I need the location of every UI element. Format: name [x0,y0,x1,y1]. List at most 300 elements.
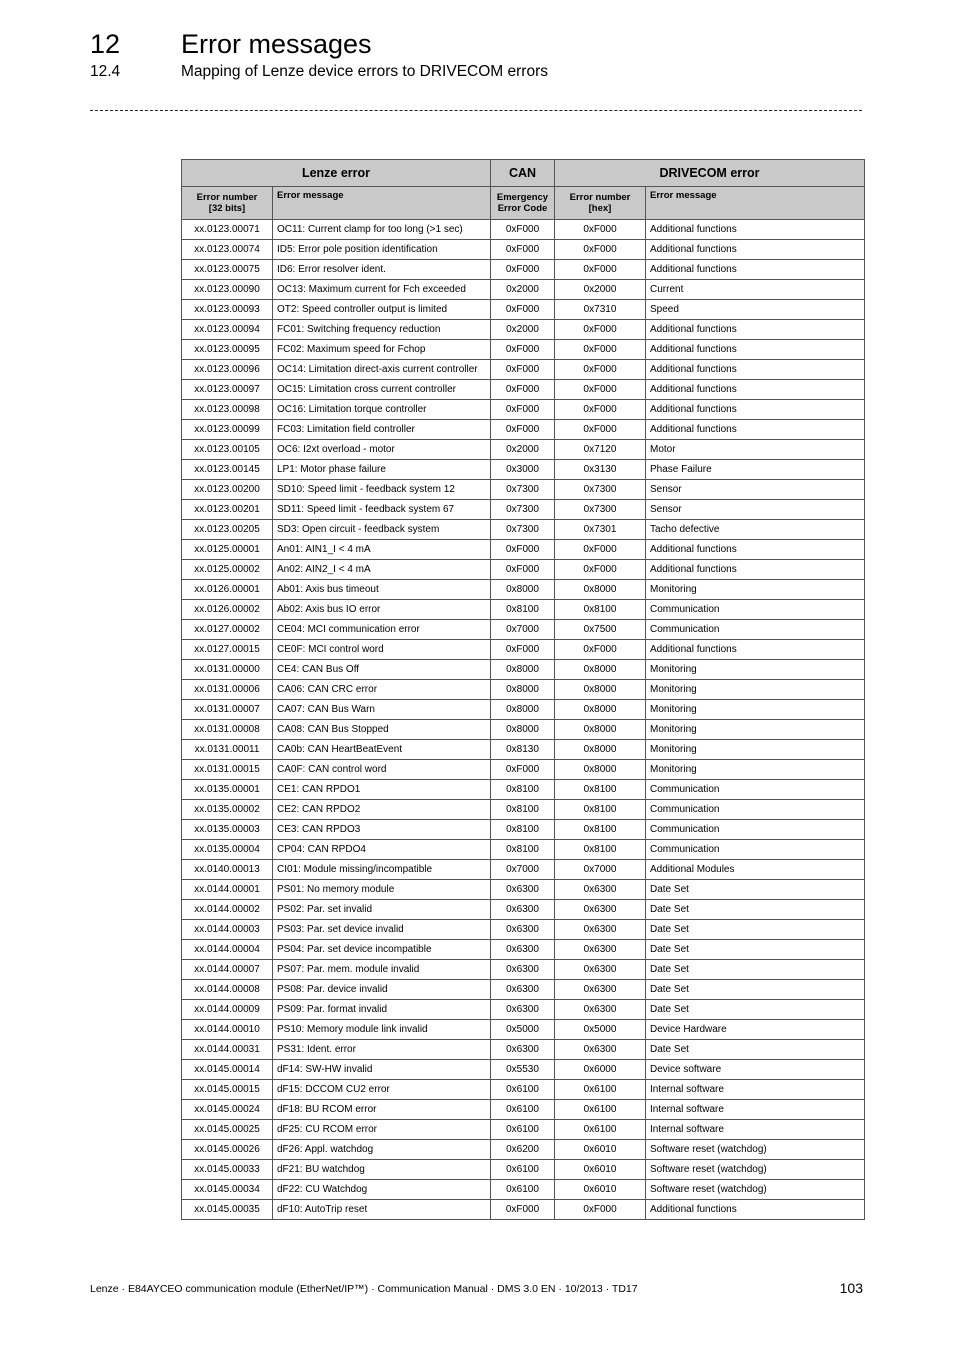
cell-emergency-error-code: 0x8000 [491,660,555,680]
cell-lenze-error-number: xx.0144.00009 [182,1000,273,1020]
cell-drivecom-error-message: Additional functions [646,560,865,580]
table-row [182,1000,865,1020]
cell-lenze-error-message: CE1: CAN RPDO1 [273,780,491,800]
cell-drivecom-error-message: Motor [646,440,865,460]
cell-drivecom-error-number: 0x3130 [555,460,646,480]
cell-emergency-error-code: 0xF000 [491,240,555,260]
table-row [182,360,865,380]
cell-emergency-error-code: 0x6300 [491,1040,555,1060]
cell-emergency-error-code: 0x6100 [491,1080,555,1100]
cell-emergency-error-code: 0xF000 [491,380,555,400]
table-row [182,780,865,800]
cell-drivecom-error-message: Monitoring [646,700,865,720]
cell-emergency-error-code: 0xF000 [491,560,555,580]
cell-lenze-error-message: CA0b: CAN HeartBeatEvent [273,740,491,760]
cell-lenze-error-number: xx.0127.00015 [182,640,273,660]
cell-emergency-error-code: 0x7000 [491,620,555,640]
table-row [182,660,865,680]
cell-drivecom-error-message: Monitoring [646,660,865,680]
col-header-drivecom-error-number: Error number [hex] [555,187,646,220]
cell-emergency-error-code: 0x8130 [491,740,555,760]
cell-lenze-error-number: xx.0123.00075 [182,260,273,280]
cell-drivecom-error-number: 0xF000 [555,360,646,380]
cell-lenze-error-number: xx.0135.00003 [182,820,273,840]
cell-emergency-error-code: 0x7300 [491,480,555,500]
table-row [182,920,865,940]
cell-drivecom-error-message: Additional functions [646,240,865,260]
cell-lenze-error-number: xx.0135.00004 [182,840,273,860]
cell-lenze-error-message: ID5: Error pole position identification [273,240,491,260]
table-row [182,240,865,260]
table-row [182,580,865,600]
cell-drivecom-error-number: 0x6300 [555,960,646,980]
cell-drivecom-error-number: 0x8000 [555,660,646,680]
table-row [182,820,865,840]
cell-drivecom-error-number: 0xF000 [555,540,646,560]
cell-lenze-error-number: xx.0123.00105 [182,440,273,460]
cell-drivecom-error-message: Communication [646,800,865,820]
cell-lenze-error-number: xx.0123.00095 [182,340,273,360]
cell-emergency-error-code: 0x6100 [491,1180,555,1200]
table-row [182,840,865,860]
cell-drivecom-error-number: 0x7300 [555,480,646,500]
cell-lenze-error-message: PS07: Par. mem. module invalid [273,960,491,980]
cell-drivecom-error-number: 0x8000 [555,580,646,600]
cell-lenze-error-message: Ab01: Axis bus timeout [273,580,491,600]
cell-emergency-error-code: 0x8000 [491,700,555,720]
cell-lenze-error-number: xx.0123.00096 [182,360,273,380]
table-row [182,500,865,520]
cell-emergency-error-code: 0xF000 [491,340,555,360]
cell-emergency-error-code: 0x7300 [491,500,555,520]
cell-drivecom-error-message: Device Hardware [646,1020,865,1040]
cell-drivecom-error-number: 0xF000 [555,1200,646,1220]
table-row [182,560,865,580]
cell-lenze-error-number: xx.0123.00093 [182,300,273,320]
cell-drivecom-error-number: 0x6300 [555,980,646,1000]
cell-drivecom-error-message: Device software [646,1060,865,1080]
cell-lenze-error-number: xx.0131.00015 [182,760,273,780]
table-row [182,1040,865,1060]
table-row [182,680,865,700]
cell-lenze-error-message: PS09: Par. format invalid [273,1000,491,1020]
table-row [182,280,865,300]
cell-drivecom-error-number: 0xF000 [555,220,646,240]
table-row [182,520,865,540]
cell-drivecom-error-message: Additional functions [646,420,865,440]
cell-lenze-error-message: dF15: DCCOM CU2 error [273,1080,491,1100]
cell-lenze-error-number: xx.0123.00201 [182,500,273,520]
cell-drivecom-error-message: Additional Modules [646,860,865,880]
table-row [182,260,865,280]
cell-drivecom-error-message: Date Set [646,980,865,1000]
table-row [182,760,865,780]
table-row [182,320,865,340]
cell-drivecom-error-number: 0x6300 [555,920,646,940]
cell-lenze-error-number: xx.0144.00010 [182,1020,273,1040]
cell-emergency-error-code: 0x7300 [491,520,555,540]
cell-lenze-error-number: xx.0123.00090 [182,280,273,300]
cell-lenze-error-message: OC16: Limitation torque controller [273,400,491,420]
table-row [182,400,865,420]
col-header-text: Error number [32 bits] [196,192,258,214]
cell-drivecom-error-number: 0x6100 [555,1120,646,1140]
table-row [182,620,865,640]
cell-drivecom-error-number: 0x6100 [555,1100,646,1120]
cell-lenze-error-number: xx.0126.00002 [182,600,273,620]
cell-drivecom-error-message: Additional functions [646,220,865,240]
table-row [182,1160,865,1180]
cell-emergency-error-code: 0x8100 [491,800,555,820]
cell-emergency-error-code: 0xF000 [491,400,555,420]
cell-lenze-error-message: dF14: SW-HW invalid [273,1060,491,1080]
table-row [182,900,865,920]
cell-emergency-error-code: 0x8100 [491,840,555,860]
cell-lenze-error-number: xx.0144.00008 [182,980,273,1000]
cell-lenze-error-message: An02: AIN2_I < 4 mA [273,560,491,580]
cell-lenze-error-message: ID6: Error resolver ident. [273,260,491,280]
table-row [182,380,865,400]
cell-lenze-error-number: xx.0144.00007 [182,960,273,980]
cell-drivecom-error-message: Additional functions [646,320,865,340]
cell-lenze-error-number: xx.0123.00097 [182,380,273,400]
table-row [182,640,865,660]
cell-lenze-error-message: OC13: Maximum current for Fch exceeded [273,280,491,300]
cell-emergency-error-code: 0x8100 [491,820,555,840]
cell-drivecom-error-number: 0x5000 [555,1020,646,1040]
table-row [182,1120,865,1140]
cell-lenze-error-message: OT2: Speed controller output is limited [273,300,491,320]
cell-emergency-error-code: 0xF000 [491,300,555,320]
cell-lenze-error-message: PS02: Par. set invalid [273,900,491,920]
cell-drivecom-error-number: 0xF000 [555,640,646,660]
cell-lenze-error-message: dF10: AutoTrip reset [273,1200,491,1220]
cell-drivecom-error-number: 0x6010 [555,1180,646,1200]
cell-drivecom-error-message: Sensor [646,500,865,520]
cell-drivecom-error-message: Date Set [646,1040,865,1060]
cell-emergency-error-code: 0x5000 [491,1020,555,1040]
cell-emergency-error-code: 0xF000 [491,420,555,440]
table-row [182,1020,865,1040]
cell-drivecom-error-message: Date Set [646,920,865,940]
table-row [182,940,865,960]
table-row [182,480,865,500]
cell-emergency-error-code: 0x8100 [491,600,555,620]
cell-drivecom-error-number: 0x7500 [555,620,646,640]
cell-emergency-error-code: 0xF000 [491,220,555,240]
cell-lenze-error-message: CE0F: MCI control word [273,640,491,660]
cell-drivecom-error-message: Tacho defective [646,520,865,540]
cell-drivecom-error-message: Phase Failure [646,460,865,480]
cell-drivecom-error-number: 0x6300 [555,1040,646,1060]
cell-lenze-error-message: PS01: No memory module [273,880,491,900]
table-row [182,800,865,820]
table-row [182,300,865,320]
cell-drivecom-error-number: 0x6300 [555,940,646,960]
col-header-lenze-error-message: Error message [273,187,491,220]
cell-lenze-error-message: CP04: CAN RPDO4 [273,840,491,860]
cell-lenze-error-message: OC6: I2xt overload - motor [273,440,491,460]
cell-drivecom-error-message: Monitoring [646,580,865,600]
col-header-emergency-error-code: Emergency Error Code [491,187,555,220]
cell-drivecom-error-number: 0x6300 [555,1000,646,1020]
cell-drivecom-error-number: 0xF000 [555,560,646,580]
cell-drivecom-error-message: Communication [646,780,865,800]
cell-drivecom-error-number: 0x8000 [555,740,646,760]
table-row [182,1180,865,1200]
cell-lenze-error-message: An01: AIN1_I < 4 mA [273,540,491,560]
table-row [182,1200,865,1220]
cell-drivecom-error-message: Date Set [646,880,865,900]
cell-drivecom-error-message: Date Set [646,900,865,920]
cell-lenze-error-message: SD3: Open circuit - feedback system [273,520,491,540]
group-header-can: CAN [491,160,555,187]
cell-drivecom-error-message: Software reset (watchdog) [646,1140,865,1160]
cell-lenze-error-number: xx.0145.00014 [182,1060,273,1080]
cell-drivecom-error-message: Sensor [646,480,865,500]
cell-drivecom-error-number: 0x7000 [555,860,646,880]
cell-drivecom-error-number: 0xF000 [555,400,646,420]
cell-lenze-error-message: CE2: CAN RPDO2 [273,800,491,820]
cell-drivecom-error-message: Date Set [646,1000,865,1020]
cell-lenze-error-message: OC11: Current clamp for too long (>1 sec) [273,220,491,240]
cell-drivecom-error-number: 0x6300 [555,900,646,920]
cell-drivecom-error-message: Monitoring [646,680,865,700]
cell-lenze-error-message: CA0F: CAN control word [273,760,491,780]
table-body [182,220,865,1220]
table-row [182,880,865,900]
cell-drivecom-error-message: Additional functions [646,380,865,400]
cell-lenze-error-number: xx.0131.00007 [182,700,273,720]
cell-emergency-error-code: 0x6100 [491,1100,555,1120]
cell-lenze-error-number: xx.0144.00004 [182,940,273,960]
cell-drivecom-error-message: Current [646,280,865,300]
cell-emergency-error-code: 0x8000 [491,680,555,700]
cell-lenze-error-message: Ab02: Axis bus IO error [273,600,491,620]
cell-emergency-error-code: 0x7000 [491,860,555,880]
cell-lenze-error-number: xx.0125.00002 [182,560,273,580]
cell-drivecom-error-message: Software reset (watchdog) [646,1180,865,1200]
cell-lenze-error-number: xx.0123.00099 [182,420,273,440]
cell-drivecom-error-number: 0x8100 [555,780,646,800]
cell-drivecom-error-number: 0x6300 [555,880,646,900]
cell-drivecom-error-message: Monitoring [646,720,865,740]
cell-drivecom-error-number: 0x7120 [555,440,646,460]
cell-drivecom-error-number: 0x8000 [555,680,646,700]
table-row [182,860,865,880]
cell-lenze-error-number: xx.0145.00015 [182,1080,273,1100]
cell-drivecom-error-message: Communication [646,620,865,640]
cell-lenze-error-message: PS03: Par. set device invalid [273,920,491,940]
footer-text: Lenze · E84AYCEO communication module (EtherNet/IP™) · Communication Manual · DMS 3.0 EN · 10/2013 · TD17 [90,1283,638,1295]
cell-emergency-error-code: 0x2000 [491,440,555,460]
cell-emergency-error-code: 0x8100 [491,780,555,800]
cell-drivecom-error-number: 0x6000 [555,1060,646,1080]
cell-drivecom-error-message: Additional functions [646,540,865,560]
group-header-lenze-error: Lenze error [182,160,491,187]
cell-lenze-error-message: LP1: Motor phase failure [273,460,491,480]
cell-lenze-error-number: xx.0145.00033 [182,1160,273,1180]
cell-drivecom-error-message: Internal software [646,1100,865,1120]
cell-emergency-error-code: 0x6300 [491,960,555,980]
cell-lenze-error-number: xx.0123.00145 [182,460,273,480]
cell-lenze-error-number: xx.0126.00001 [182,580,273,600]
cell-lenze-error-number: xx.0145.00035 [182,1200,273,1220]
cell-drivecom-error-message: Monitoring [646,740,865,760]
cell-drivecom-error-number: 0x8100 [555,800,646,820]
cell-emergency-error-code: 0x3000 [491,460,555,480]
cell-emergency-error-code: 0x6100 [491,1120,555,1140]
cell-lenze-error-message: FC01: Switching frequency reduction [273,320,491,340]
cell-drivecom-error-message: Software reset (watchdog) [646,1160,865,1180]
cell-lenze-error-message: dF26: Appl. watchdog [273,1140,491,1160]
cell-lenze-error-number: xx.0144.00003 [182,920,273,940]
cell-drivecom-error-number: 0xF000 [555,340,646,360]
cell-lenze-error-number: xx.0145.00026 [182,1140,273,1160]
cell-drivecom-error-number: 0x7310 [555,300,646,320]
cell-lenze-error-message: PS08: Par. device invalid [273,980,491,1000]
cell-emergency-error-code: 0xF000 [491,260,555,280]
cell-lenze-error-number: xx.0140.00013 [182,860,273,880]
cell-lenze-error-message: CA06: CAN CRC error [273,680,491,700]
cell-lenze-error-number: xx.0144.00001 [182,880,273,900]
chapter-number: 12 [90,29,121,59]
section-title: Mapping of Lenze device errors to DRIVECOM errors [181,63,548,80]
table-row [182,340,865,360]
cell-drivecom-error-message: Communication [646,840,865,860]
cell-emergency-error-code: 0xF000 [491,1200,555,1220]
cell-drivecom-error-number: 0xF000 [555,240,646,260]
cell-lenze-error-number: xx.0145.00024 [182,1100,273,1120]
table-row [182,1140,865,1160]
cell-emergency-error-code: 0x8000 [491,580,555,600]
cell-lenze-error-message: CE4: CAN Bus Off [273,660,491,680]
cell-emergency-error-code: 0x6300 [491,900,555,920]
cell-lenze-error-number: xx.0131.00011 [182,740,273,760]
cell-emergency-error-code: 0x5530 [491,1060,555,1080]
table-row [182,1080,865,1100]
table-row [182,220,865,240]
cell-lenze-error-message: SD10: Speed limit - feedback system 12 [273,480,491,500]
table-row [182,1100,865,1120]
cell-lenze-error-message: CA08: CAN Bus Stopped [273,720,491,740]
cell-drivecom-error-number: 0x7301 [555,520,646,540]
cell-lenze-error-number: xx.0127.00002 [182,620,273,640]
cell-drivecom-error-message: Speed [646,300,865,320]
cell-drivecom-error-number: 0xF000 [555,320,646,340]
cell-drivecom-error-number: 0xF000 [555,380,646,400]
cell-lenze-error-message: CA07: CAN Bus Warn [273,700,491,720]
cell-lenze-error-number: xx.0145.00025 [182,1120,273,1140]
chapter-title: Error messages [181,29,372,59]
cell-drivecom-error-number: 0x7300 [555,500,646,520]
cell-drivecom-error-number: 0x8000 [555,720,646,740]
cell-drivecom-error-number: 0xF000 [555,260,646,280]
section-number: 12.4 [90,63,121,80]
cell-lenze-error-number: xx.0145.00034 [182,1180,273,1200]
cell-drivecom-error-number: 0x6100 [555,1080,646,1100]
cell-drivecom-error-message: Additional functions [646,360,865,380]
cell-lenze-error-number: xx.0123.00071 [182,220,273,240]
cell-drivecom-error-number: 0xF000 [555,420,646,440]
cell-emergency-error-code: 0xF000 [491,760,555,780]
cell-lenze-error-number: xx.0135.00002 [182,800,273,820]
cell-lenze-error-message: FC02: Maximum speed for Fchop [273,340,491,360]
cell-drivecom-error-number: 0x8100 [555,600,646,620]
cell-lenze-error-message: PS31: Ident. error [273,1040,491,1060]
cell-lenze-error-number: xx.0123.00200 [182,480,273,500]
cell-drivecom-error-number: 0x8000 [555,760,646,780]
cell-drivecom-error-number: 0x6010 [555,1140,646,1160]
cell-emergency-error-code: 0x6300 [491,980,555,1000]
cell-drivecom-error-message: Additional functions [646,340,865,360]
cell-drivecom-error-message: Communication [646,600,865,620]
cell-drivecom-error-message: Additional functions [646,640,865,660]
cell-lenze-error-number: xx.0135.00001 [182,780,273,800]
cell-emergency-error-code: 0x6300 [491,940,555,960]
cell-emergency-error-code: 0xF000 [491,540,555,560]
cell-lenze-error-number: xx.0123.00205 [182,520,273,540]
cell-lenze-error-number: xx.0131.00000 [182,660,273,680]
cell-drivecom-error-number: 0x8100 [555,820,646,840]
cell-lenze-error-message: CI01: Module missing/incompatible [273,860,491,880]
table-row [182,540,865,560]
cell-emergency-error-code: 0x6300 [491,880,555,900]
table-row [182,1060,865,1080]
cell-drivecom-error-message: Communication [646,820,865,840]
table-row [182,460,865,480]
col-header-drivecom-error-message: Error message [646,187,865,220]
cell-emergency-error-code: 0x2000 [491,320,555,340]
cell-lenze-error-number: xx.0123.00074 [182,240,273,260]
cell-lenze-error-number: xx.0131.00008 [182,720,273,740]
cell-drivecom-error-message: Monitoring [646,760,865,780]
cell-drivecom-error-message: Date Set [646,960,865,980]
table-row [182,980,865,1000]
cell-lenze-error-message: dF25: CU RCOM error [273,1120,491,1140]
cell-lenze-error-message: CE3: CAN RPDO3 [273,820,491,840]
cell-lenze-error-number: xx.0131.00006 [182,680,273,700]
cell-emergency-error-code: 0x8000 [491,720,555,740]
cell-lenze-error-number: xx.0125.00001 [182,540,273,560]
error-mapping-table [181,159,865,1220]
table-row [182,420,865,440]
cell-drivecom-error-number: 0x8100 [555,840,646,860]
cell-emergency-error-code: 0xF000 [491,360,555,380]
table-row [182,440,865,460]
cell-lenze-error-message: SD11: Speed limit - feedback system 67 [273,500,491,520]
table-row [182,960,865,980]
cell-drivecom-error-message: Additional functions [646,1200,865,1220]
cell-lenze-error-message: PS10: Memory module link invalid [273,1020,491,1040]
cell-lenze-error-message: OC14: Limitation direct-axis current controller [273,360,491,380]
cell-emergency-error-code: 0x2000 [491,280,555,300]
group-header-drivecom-error: DRIVECOM error [555,160,865,187]
cell-drivecom-error-number: 0x6010 [555,1160,646,1180]
cell-lenze-error-number: xx.0144.00002 [182,900,273,920]
cell-lenze-error-number: xx.0123.00094 [182,320,273,340]
cell-emergency-error-code: 0x6300 [491,1000,555,1020]
cell-drivecom-error-number: 0x8000 [555,700,646,720]
cell-drivecom-error-message: Internal software [646,1080,865,1100]
page-number: 103 [839,1280,863,1296]
col-header-lenze-error-number [182,187,273,220]
table-row [182,700,865,720]
cell-emergency-error-code: 0xF000 [491,640,555,660]
cell-lenze-error-message: dF21: BU watchdog [273,1160,491,1180]
cell-lenze-error-message: PS04: Par. set device incompatible [273,940,491,960]
cell-drivecom-error-message: Additional functions [646,260,865,280]
